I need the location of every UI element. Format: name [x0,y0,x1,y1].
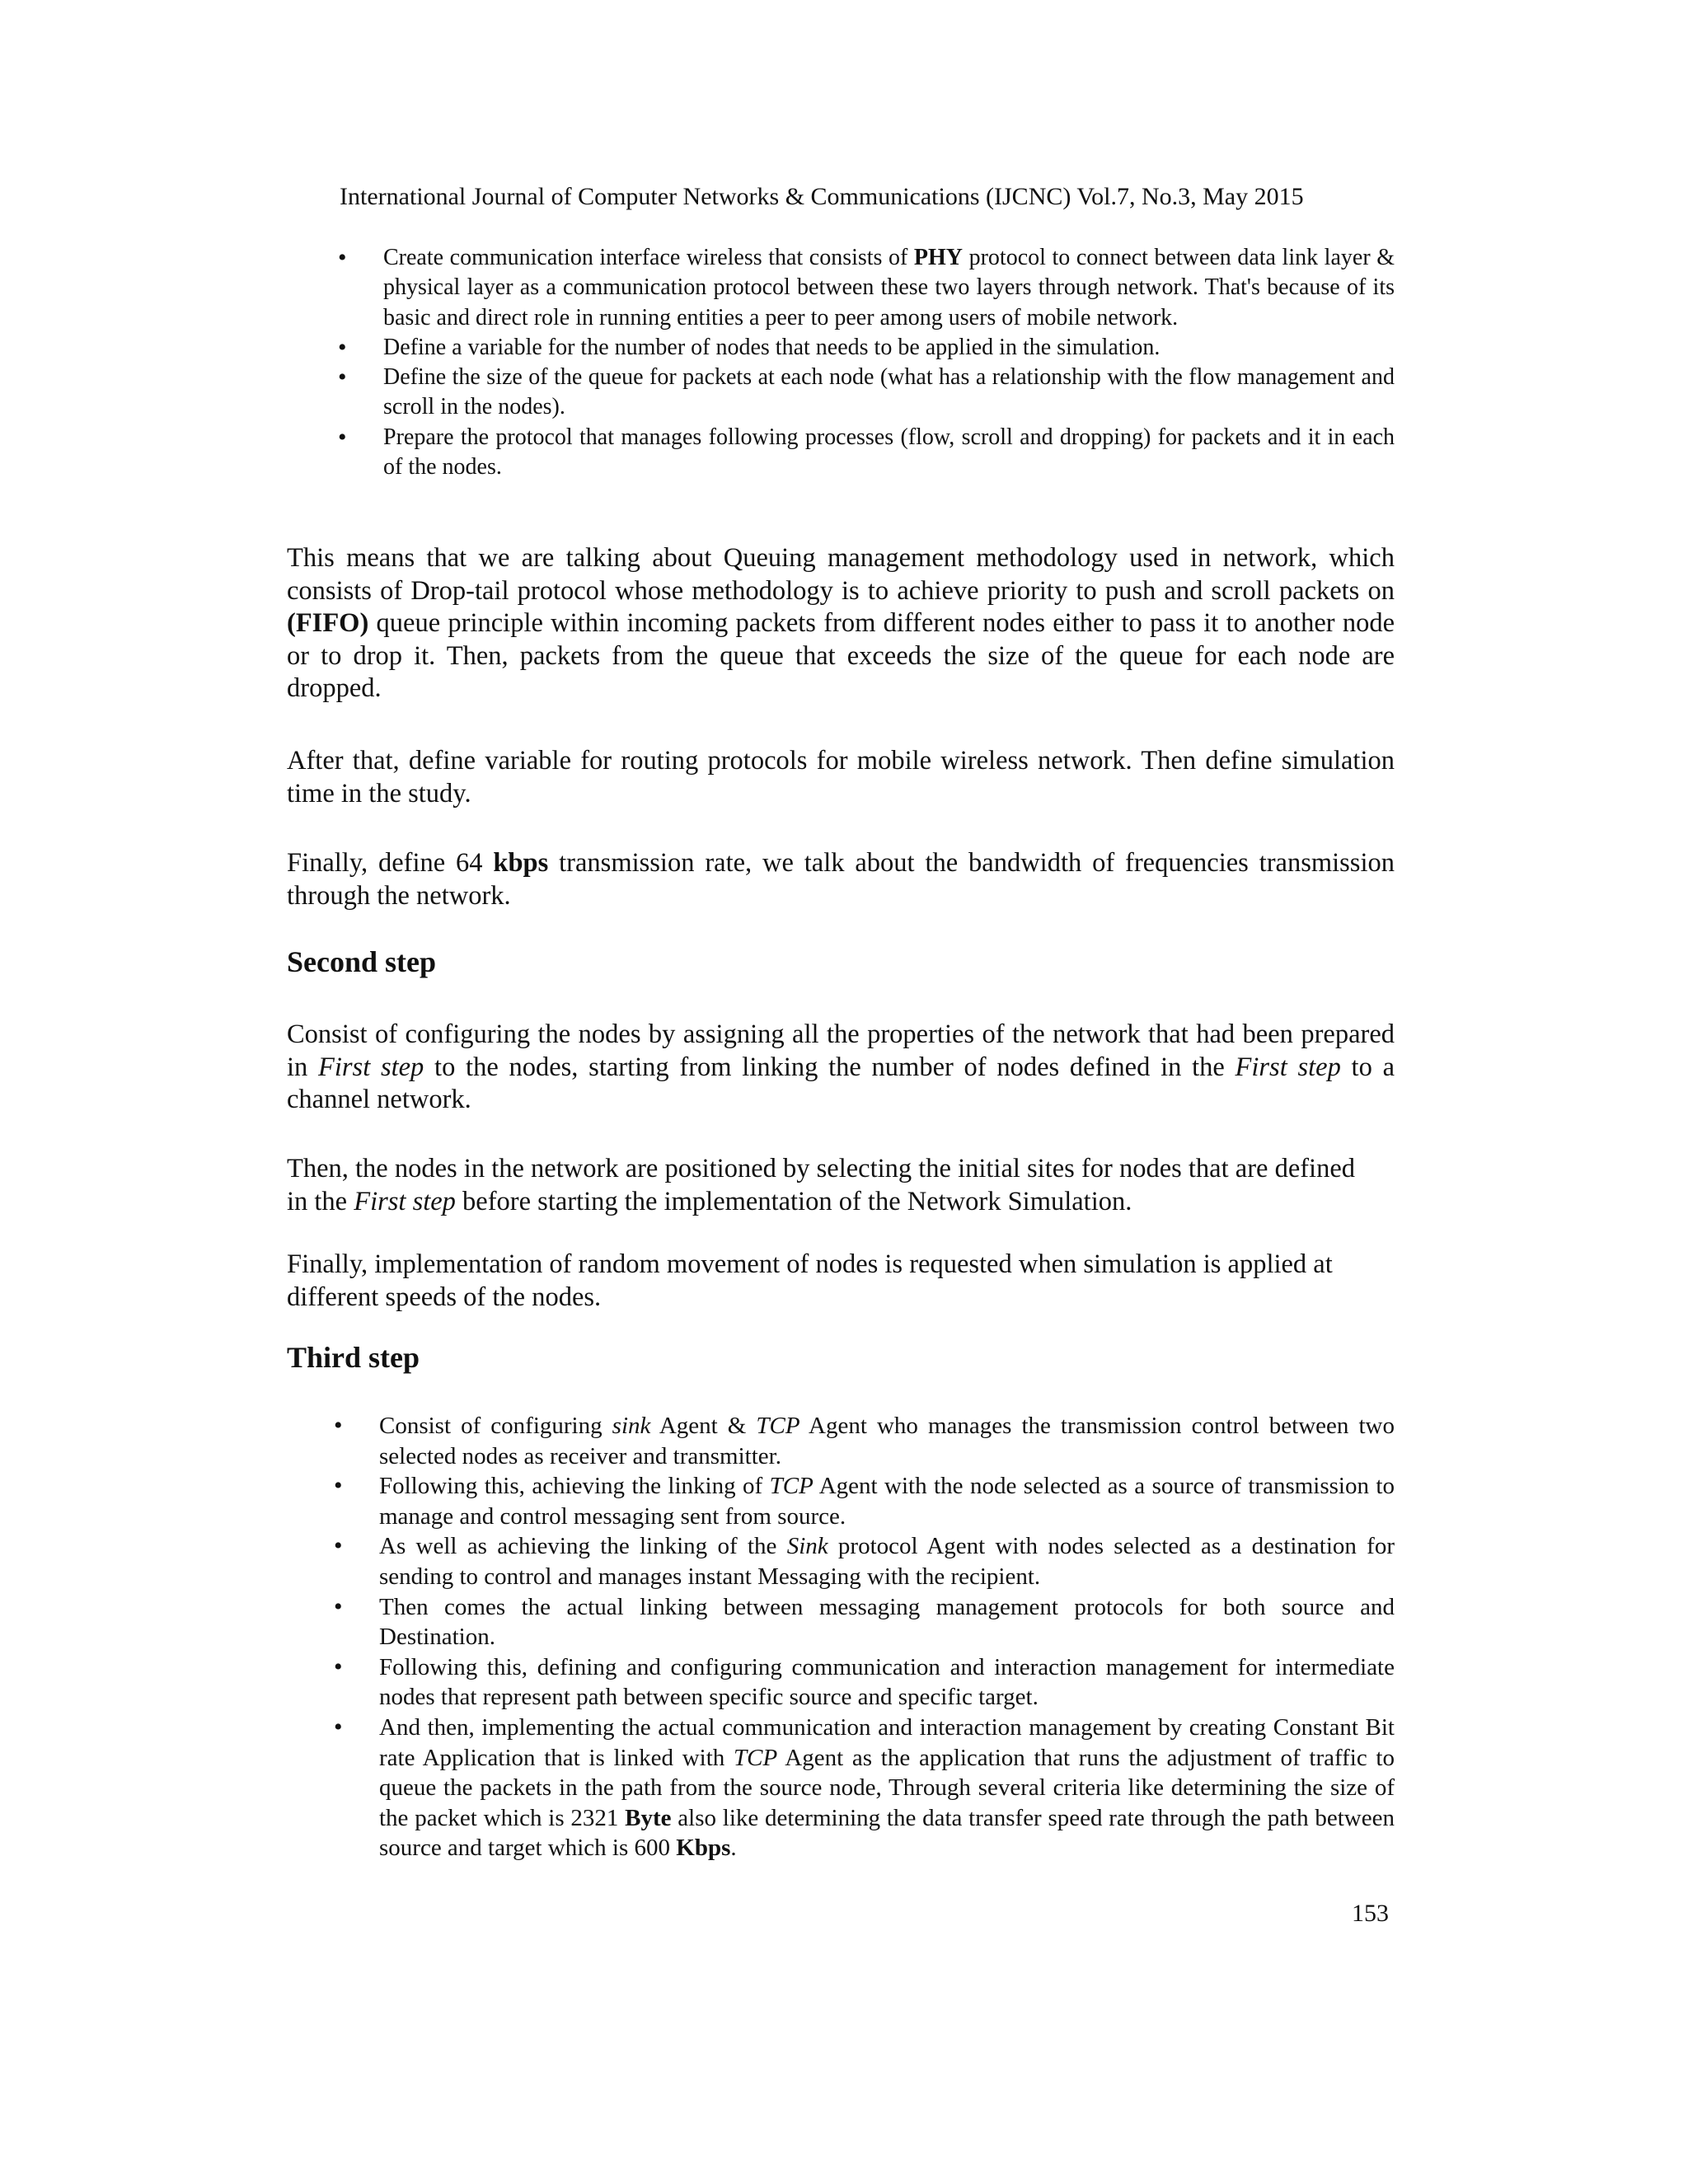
paragraph-routing: After that, define variable for routing protocols for mobile wireless network. Then define simulation time in the study. [287,746,1395,808]
list-item: • Define a variable for the number of nodes that needs to be applied in the simulation. [338,333,1395,363]
page-number: 153 [1352,1900,1389,1927]
bullet-icon: • [334,1472,343,1500]
list-item: • Consist of configuring sink Agent & TCP Agent who manages the transmission control between two selected nodes as receiver and transmitter. [334,1412,1395,1469]
list-item: • Prepare the protocol that manages following processes (flow, scroll and dropping) for packets and it in each of the nodes. [338,423,1395,480]
paragraph-queuing: This means that we are talking about Queuing management methodology used in network, which consists of Drop-tail protocol whose methodology is to achieve priority to push and scroll packets on (FIFO) queue principle within incoming packets from different nodes either to pass it to another node or to drop it. Then, packets from the queue that exceeds the size of the queue for each node are dropped. [287,543,1395,703]
heading-second-step: Second step [287,945,437,978]
bullet-icon: • [338,363,347,391]
paragraph-rate: Finally, define 64 kbps transmission rate, we talk about the bandwidth of frequencies transmission through the network. [287,848,1395,911]
bullet-list-third-step [334,1411,1395,1863]
bullet-list-first-step [338,243,1395,482]
list-item: • And then, implementing the actual communication and interaction management by creating Constant Bit rate Application that is linked with TCP Agent as the application that runs the adjustment of traffic to queue the packets in the path from the source node, Through several criteria like determining the size of the packet which is 2321 Byte also like determining the data transfer speed rate through the path between source and target which is 600 Kbps. [334,1713,1395,1862]
bullet-icon: • [338,423,347,451]
bullet-icon: • [334,1532,343,1560]
heading-third-step: Third step [287,1341,420,1374]
list-item: • As well as achieving the linking of the Sink protocol Agent with nodes selected as a destination for sending to control and manages instant Messaging with the recipient. [334,1532,1395,1590]
running-header: International Journal of Computer Networks & Communications (IJCNC) Vol.7, No.3, May 2015 [340,183,1304,210]
bullet-icon: • [334,1592,343,1620]
paragraph-second-step-1: Consist of configuring the nodes by assigning all the properties of the network that had been prepared in First step to the nodes, starting from linking the number of nodes defined in the First step to a channel network. [287,1019,1395,1114]
bullet-icon: • [334,1412,343,1439]
list-item: • Create communication interface wireless that consists of PHY protocol to connect between data link layer & physical layer as a communication protocol between these two layers through network. That's because of its basic and direct role in running entities a peer to peer among users of mobile network. [338,244,1395,330]
paragraph-second-step-3: Finally, implementation of random movement of nodes is requested when simulation is applied at different speeds of the nodes. [287,1249,1333,1312]
bullet-icon: • [338,244,347,271]
list-item: • Define the size of the queue for packets at each node (what has a relationship with the flow management and scroll in the nodes). [338,363,1395,420]
bullet-icon: • [338,333,347,361]
list-item: • Following this, defining and configuring communication and interaction management for intermediate nodes that represent path between specific source and specific target. [334,1652,1395,1711]
paragraph-second-step-2: Then, the nodes in the network are positioned by selecting the initial sites for nodes that are defined in the First step before starting the implementation of the Network Simulation. [287,1154,1356,1216]
list-item: • Following this, achieving the linking of TCP Agent with the node selected as a source of transmission to manage and control messaging sent from source. [334,1472,1395,1530]
bullet-icon: • [334,1713,343,1741]
list-item: • Then comes the actual linking between messaging management protocols for both source and Destination. [334,1592,1395,1651]
bullet-icon: • [334,1652,343,1680]
